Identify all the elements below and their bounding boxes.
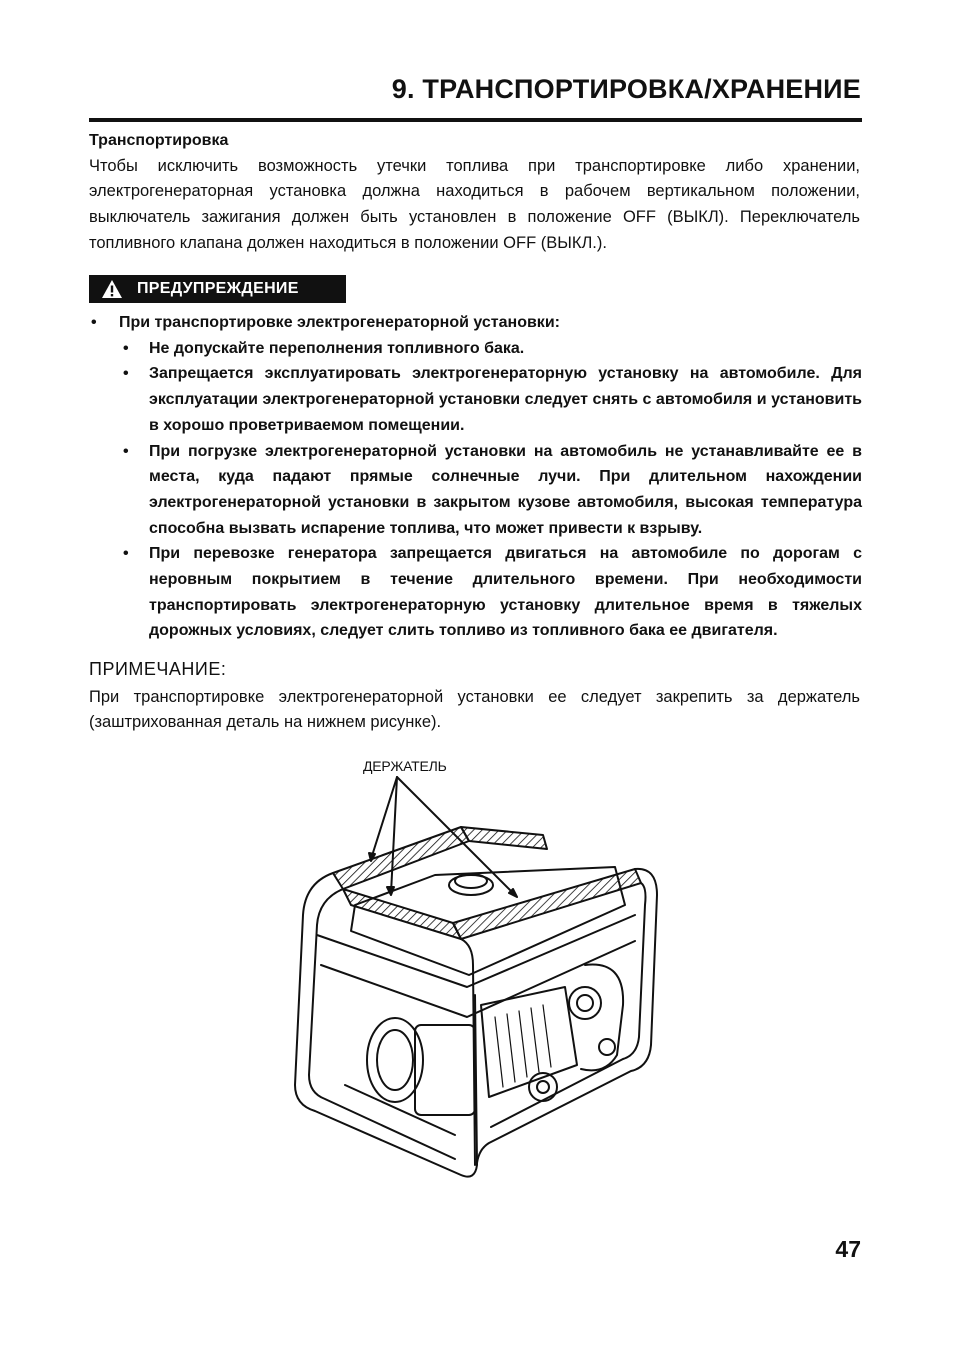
warning-triangle-icon <box>101 279 123 299</box>
warning-item: • При погрузке электрогенераторной установки на автомобиль не устанавливайте ее в места, куда падают прямые солнечные лучи. При длительном нахождении электрогенераторной установки в закрытом кузове автомобиля, высокая температура способна вызвать испарение топлива, что может привести к взрыву. <box>119 439 862 542</box>
warning-label: ПРЕДУПРЕЖДЕНИЕ <box>137 280 299 297</box>
warning-list <box>89 310 862 644</box>
page-number: 47 <box>835 1236 861 1262</box>
note-text: При транспортировке электрогенераторной установки ее следует закрепить за держатель (заштрихованная деталь на нижнем рисунке). <box>89 687 860 732</box>
generator-illustration <box>285 755 675 1215</box>
title-rule <box>89 118 862 122</box>
section-heading: Транспортировка <box>89 132 229 149</box>
note-section <box>89 657 860 736</box>
warning-main-text: При транспортировке электрогенераторной установки: <box>119 314 560 331</box>
holder-callout-label: ДЕРЖАТЕЛЬ <box>363 758 447 774</box>
page-title: 9. ТРАНСПОРТИРОВКА/ХРАНЕНИЕ <box>391 74 861 104</box>
generator-figure <box>285 755 675 1215</box>
holder-bar-left <box>333 827 469 889</box>
warning-item: • Запрещается эксплуатировать электрогенераторную установку на автомобиле. Для эксплуатации электрогенераторной установки следует снять с автомобиля и установить в хорошо проветриваемом помещении. <box>119 361 862 438</box>
note-title: ПРИМЕЧАНИЕ: <box>89 659 227 679</box>
warning-item: • Не допускайте переполнения топливного бака. <box>119 336 862 362</box>
intro-paragraph: Чтобы исключить возможность утечки топлива при транспортировке либо хранении, электрогенераторная установка должна находиться в рабочем вертикальном положении, выключатель зажигания должен быть установлен в положение OFF (ВЫКЛ). Переключатель топливного клапана должен находиться в положении OFF (ВЫКЛ.). <box>89 156 860 252</box>
warning-badge <box>89 275 346 303</box>
intro-section <box>89 128 860 257</box>
warning-item: • При перевозке генератора запрещается двигаться на автомобиле по дорогам с неровным покрытием в течение длительного времени. При необходимости транспортировать электрогенераторную установку длительное время в тяжелых дорожных условиях, следует слить топливо из топливного бака ее двигателя. <box>119 541 862 644</box>
warning-main-item <box>89 310 862 644</box>
